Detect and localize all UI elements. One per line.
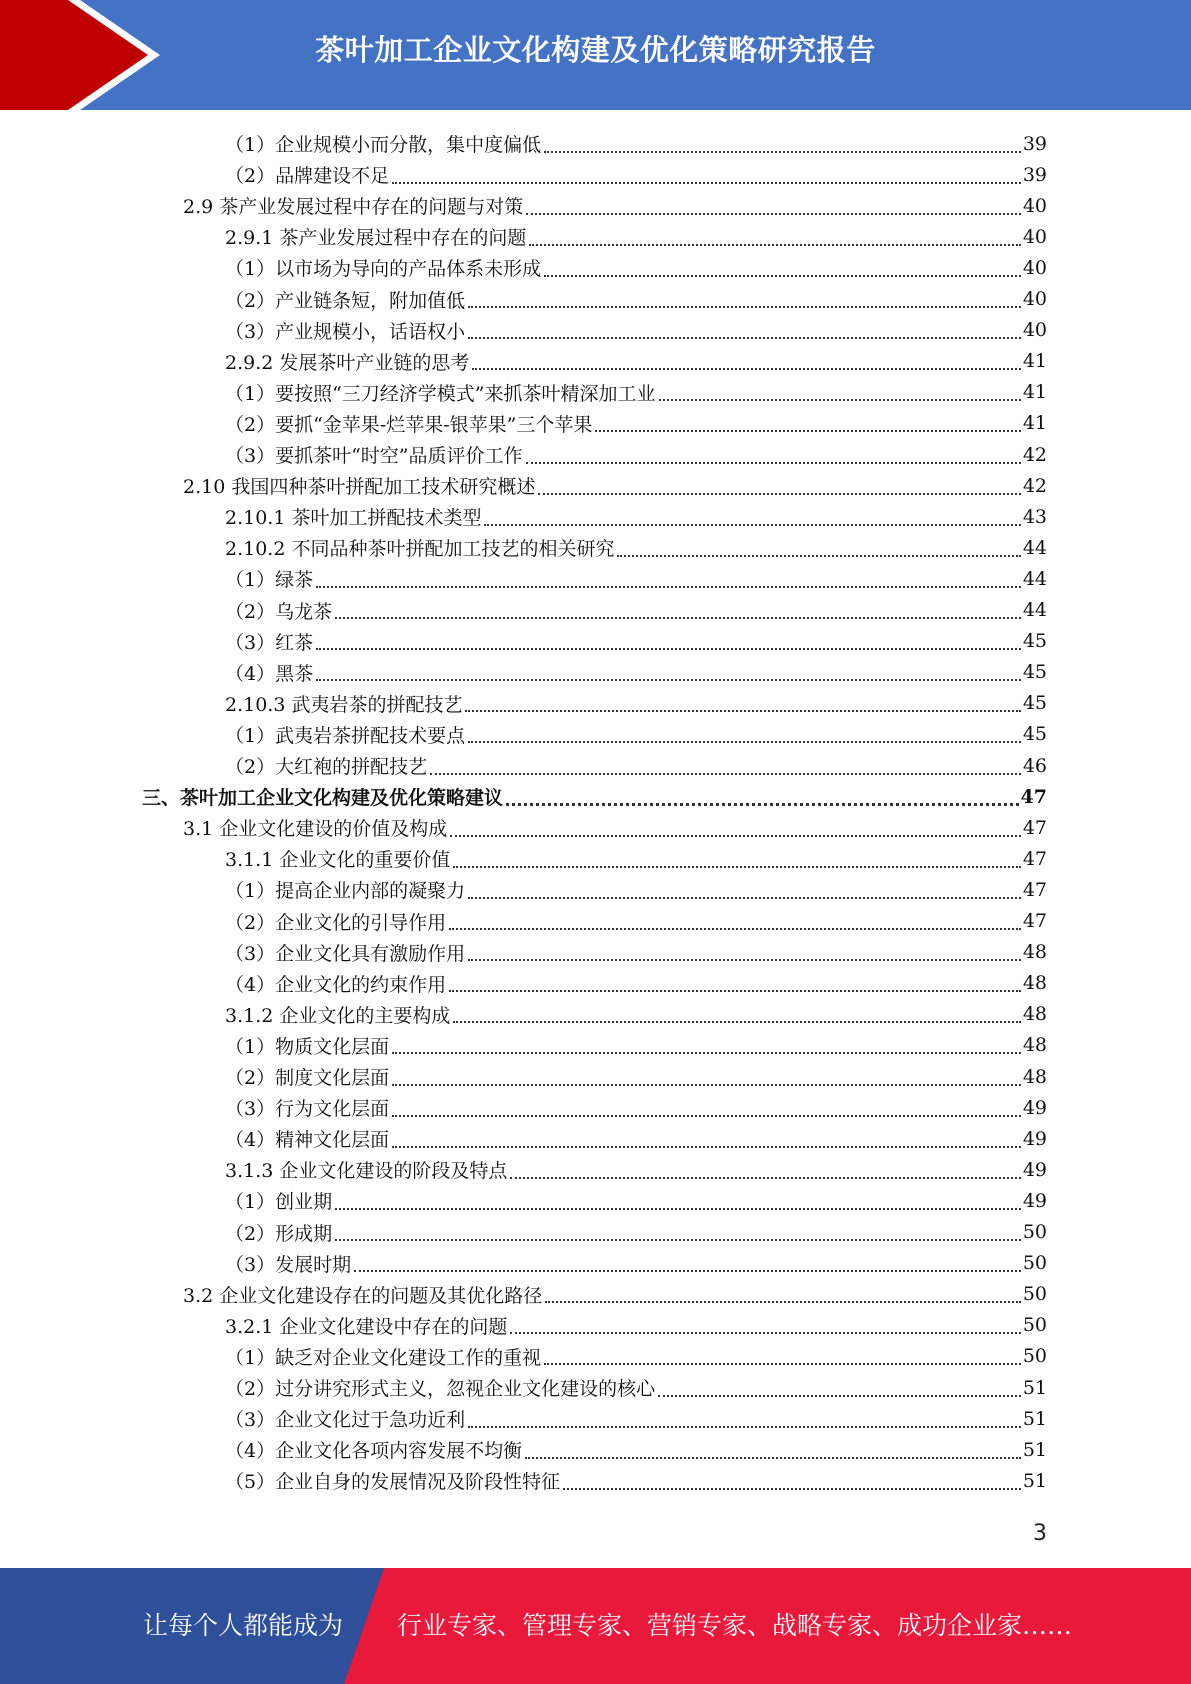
toc-entry-title: 2.9.2 发展茶叶产业链的思考 [225,351,470,374]
toc-dot-leader [510,1312,1020,1334]
toc-entry-page: 48 [1022,941,1047,964]
toc-dot-leader [392,1095,1021,1117]
page-number: 3 [1033,1521,1047,1546]
toc-entry-title: （2）大红袍的拼配技艺 [225,756,428,778]
toc-entry[interactable] [225,1248,1047,1279]
page-footer [0,1568,1191,1684]
toc-entry[interactable] [225,843,1047,874]
toc-entry-title: 2.10.3 武夷岩茶的拼配技艺 [225,693,463,716]
toc-entry[interactable] [225,874,1047,905]
toc-entry[interactable] [183,470,1047,501]
toc-dot-leader [449,908,1021,930]
toc-dot-leader [525,1437,1021,1459]
toc-entry-page: 40 [1022,319,1047,342]
toc-entry-page: 49 [1022,1189,1047,1212]
document-title: 茶叶加工企业文化构建及优化策略研究报告 [315,33,876,67]
toc-entry[interactable] [225,1123,1047,1154]
toc-entry-title: （2）制度文化层面 [225,1067,390,1089]
toc-entry[interactable] [225,439,1047,470]
toc-entry-title: （3）行为文化层面 [225,1098,390,1121]
toc-entry-page: 39 [1022,163,1047,186]
toc-entry-title: （3）发展时期 [225,1253,352,1276]
toc-entry-page: 48 [1022,1065,1047,1088]
toc-entry[interactable] [225,999,1047,1030]
toc-entry-page: 48 [1022,1003,1047,1026]
page-header [0,0,1191,110]
toc-entry-page: 41 [1022,412,1047,435]
toc-entry-page: 49 [1022,1158,1047,1181]
toc-entry-page: 51 [1022,1469,1047,1492]
toc-entry-title: 3.1.2 企业文化的主要构成 [225,1004,451,1027]
toc-entry-page: 44 [1022,536,1047,559]
toc-entry-title: 3.1.3 企业文化建设的阶段及特点 [225,1160,508,1183]
toc-dot-leader [392,1126,1021,1148]
toc-entry-title: 三、茶叶加工企业文化构建及优化策略建议 [142,787,504,810]
toc-entry-title: （3）红茶 [225,631,314,654]
toc-dot-leader [529,224,1020,246]
toc-entry-title: （3）企业文化具有激励作用 [225,942,466,965]
toc-entry-title: （3）要抓茶叶“时空”品质评价工作 [225,445,523,467]
toc-entry-title: （2）形成期 [225,1222,333,1245]
toc-dot-leader [544,131,1021,153]
toc-entry[interactable] [225,968,1047,999]
toc-entry[interactable] [225,1030,1047,1061]
toc-entry-page: 44 [1022,599,1047,621]
toc-dot-leader [316,566,1021,588]
footer-slogan-left: 让每个人都能成为 [143,1611,344,1640]
toc-entry-title: （1）提高企业内部的凝聚力 [225,880,466,903]
toc-entry-title: （4）企业文化的约束作用 [225,973,447,996]
toc-dot-leader [453,846,1020,868]
toc-entry[interactable] [225,750,1047,781]
toc-entry-page: 47 [1022,847,1047,870]
toc-entry[interactable] [225,128,1047,159]
toc-dot-leader [658,1375,1021,1397]
toc-entry-title: （1）以市场为导向的产品体系未形成 [225,258,542,281]
toc-dot-leader [392,162,1021,184]
toc-entry-title: 2.10 我国四种茶叶拼配加工技术研究概述 [183,476,536,499]
toc-entry-page: 50 [1022,1221,1047,1243]
toc-dot-leader [465,690,1020,712]
toc-entry-page: 50 [1022,1283,1047,1306]
toc-dot-leader [506,783,1019,806]
toc-dot-leader [449,970,1021,992]
toc-entry-page: 39 [1022,132,1047,155]
toc-dot-leader [316,628,1021,650]
toc-entry-page: 47 [1022,878,1047,901]
toc-entry-page: 48 [1022,972,1047,995]
toc-entry-title: 3.2 企业文化建设存在的问题及其优化路径 [183,1284,543,1307]
toc-entry-title: 2.9.1 茶产业发展过程中存在的问题 [225,227,527,250]
toc-entry[interactable] [225,1061,1047,1092]
toc-entry[interactable] [225,1310,1047,1341]
toc-entry[interactable] [225,1403,1047,1434]
toc-entry[interactable] [225,532,1047,563]
toc-entry-title: （4）精神文化层面 [225,1129,390,1152]
toc-dot-leader [526,442,1021,464]
toc-entry[interactable] [225,1434,1047,1465]
toc-entry-page: 42 [1022,443,1047,466]
toc-entry-title: （4）企业文化各项内容发展不均衡 [225,1440,523,1463]
toc-entry[interactable] [225,563,1047,594]
toc-entry-title: 3.1.1 企业文化的重要价值 [225,849,451,872]
toc-dot-leader [545,1281,1021,1303]
toc-entry[interactable] [225,1217,1047,1248]
toc-entry-title: 3.1 企业文化建设的价值及构成 [183,818,448,841]
toc-entry-title: 2.10.1 茶叶加工拼配技术类型 [225,507,482,530]
toc-entry-title: （2）品牌建设不足 [225,165,390,188]
toc-entry-title: （1）创业期 [225,1191,333,1214]
toc-entry-page: 50 [1022,1252,1047,1275]
toc-dot-leader [468,877,1021,899]
toc-dot-leader [563,1468,1021,1490]
toc-entry[interactable] [183,1279,1047,1310]
toc-entry[interactable] [142,781,1047,812]
toc-entry[interactable] [225,501,1047,532]
toc-entry-title: 2.9 茶产业发展过程中存在的问题与对策 [183,196,524,219]
toc-dot-leader [392,1032,1021,1054]
toc-entry[interactable] [225,1372,1047,1403]
toc-entry-page: 44 [1022,567,1047,590]
toc-entry-page: 49 [1022,1096,1047,1119]
toc-dot-leader [335,597,1021,619]
toc-entry[interactable] [225,1185,1047,1216]
toc-dot-leader [354,1250,1021,1272]
toc-entry-page: 45 [1022,630,1047,653]
toc-entry-title: （1）绿茶 [225,569,314,592]
toc-entry-page: 45 [1022,723,1047,746]
toc-entry-page: 47 [1022,816,1047,839]
toc-entry-page: 49 [1022,1127,1047,1150]
toc-entry-page: 41 [1022,350,1047,373]
toc-entry-title: （1）武夷岩茶拼配技术要点 [225,724,466,747]
toc-entry-title: （2）乌龙茶 [225,600,333,623]
toc-dot-leader [430,753,1021,775]
toc-dot-leader [468,721,1021,743]
toc-entry[interactable] [225,221,1047,252]
toc-entry[interactable] [225,346,1047,377]
toc-dot-leader [335,1188,1021,1210]
toc-entry-title: （2）企业文化的引导作用 [225,911,447,934]
toc-dot-leader [526,193,1021,215]
toc-dot-leader [544,1343,1021,1365]
toc-entry-title: （3）产业规模小，话语权小 [225,320,466,343]
toc-dot-leader [468,286,1021,308]
footer-slogan-right: 行业专家、管理专家、营销专家、战略专家、成功企业家…… [397,1611,1073,1640]
toc-entry[interactable] [225,595,1047,626]
toc-entry-page: 40 [1022,225,1047,248]
toc-entry-page: 50 [1022,1314,1047,1337]
toc-entry[interactable] [225,1154,1047,1185]
toc-dot-leader [484,504,1020,526]
toc-dot-leader [335,1219,1021,1241]
toc-entry[interactable] [225,906,1047,937]
toc-dot-leader [468,317,1021,339]
toc-entry[interactable] [225,719,1047,750]
toc-dot-leader [659,379,1021,401]
toc-entry[interactable] [225,626,1047,657]
toc-entry-page: 41 [1022,381,1047,404]
toc-entry-title: （1）企业规模小而分散，集中度偏低 [225,134,542,156]
toc-entry-page: 48 [1022,1034,1047,1057]
toc-entry-page: 47 [1020,785,1047,808]
toc-entry[interactable] [225,1341,1047,1372]
toc-dot-leader [453,1001,1020,1023]
toc-entry-title: （2）要抓“金苹果-烂苹果-银苹果”三个苹果 [225,413,593,436]
toc-entry-title: （5）企业自身的发展情况及阶段性特征 [225,1471,561,1494]
toc-entry-page: 47 [1022,910,1047,932]
toc-dot-leader [617,535,1020,557]
toc-entry[interactable] [183,190,1047,221]
toc-entry-page: 42 [1022,474,1047,497]
toc-entry[interactable] [225,657,1047,688]
toc-entry-page: 43 [1022,505,1047,528]
toc-entry[interactable] [225,408,1047,439]
toc-entry-title: （1）缺乏对企业文化建设工作的重视 [225,1346,542,1369]
toc-entry-page: 50 [1022,1345,1047,1368]
toc-dot-leader [468,939,1021,961]
toc-dot-leader [595,410,1020,432]
toc-dot-leader [510,1157,1020,1179]
toc-entry-title: （3）企业文化过于急功近利 [225,1409,466,1432]
toc-entry-title: （2）产业链条短，附加值低 [225,289,466,312]
toc-dot-leader [538,473,1020,495]
toc-entry-page: 40 [1022,194,1047,217]
toc-entry[interactable] [225,1092,1047,1123]
toc-entry-title: （1）要按照“三刀经济学模式”来抓茶叶精深加工业 [225,382,656,405]
toc-dot-leader [316,659,1021,681]
toc-entry[interactable] [225,688,1047,719]
toc-entry-page: 51 [1022,1376,1047,1399]
toc-entry-title: （4）黑茶 [225,662,314,685]
toc-entry-page: 45 [1022,661,1047,684]
toc-entry[interactable] [225,937,1047,968]
toc-entry[interactable] [225,1465,1047,1496]
toc-entry[interactable] [225,377,1047,408]
toc-entry-page: 51 [1022,1438,1047,1461]
toc-entry[interactable] [225,159,1047,190]
toc-entry-page: 40 [1022,288,1047,310]
toc-entry[interactable] [225,315,1047,346]
toc-entry[interactable] [225,252,1047,283]
toc-entry-page: 46 [1022,754,1047,777]
toc-entry[interactable] [183,812,1047,843]
toc-entry-title: 2.10.2 不同品种茶叶拼配加工技艺的相关研究 [225,538,615,561]
toc-entry-page: 45 [1022,692,1047,715]
toc-entry-page: 40 [1022,256,1047,279]
toc-dot-leader [450,815,1021,837]
toc-dot-leader [544,255,1021,277]
toc-dot-leader [468,1406,1021,1428]
toc-entry-title: 3.2.1 企业文化建设中存在的问题 [225,1315,508,1338]
toc-dot-leader [472,348,1020,370]
toc-entry-page: 51 [1022,1407,1047,1430]
toc-dot-leader [392,1064,1021,1086]
toc-entry-title: （1）物质文化层面 [225,1035,390,1058]
toc-entry[interactable] [225,284,1047,315]
toc-entry-title: （2）过分讲究形式主义，忽视企业文化建设的核心 [225,1378,656,1400]
